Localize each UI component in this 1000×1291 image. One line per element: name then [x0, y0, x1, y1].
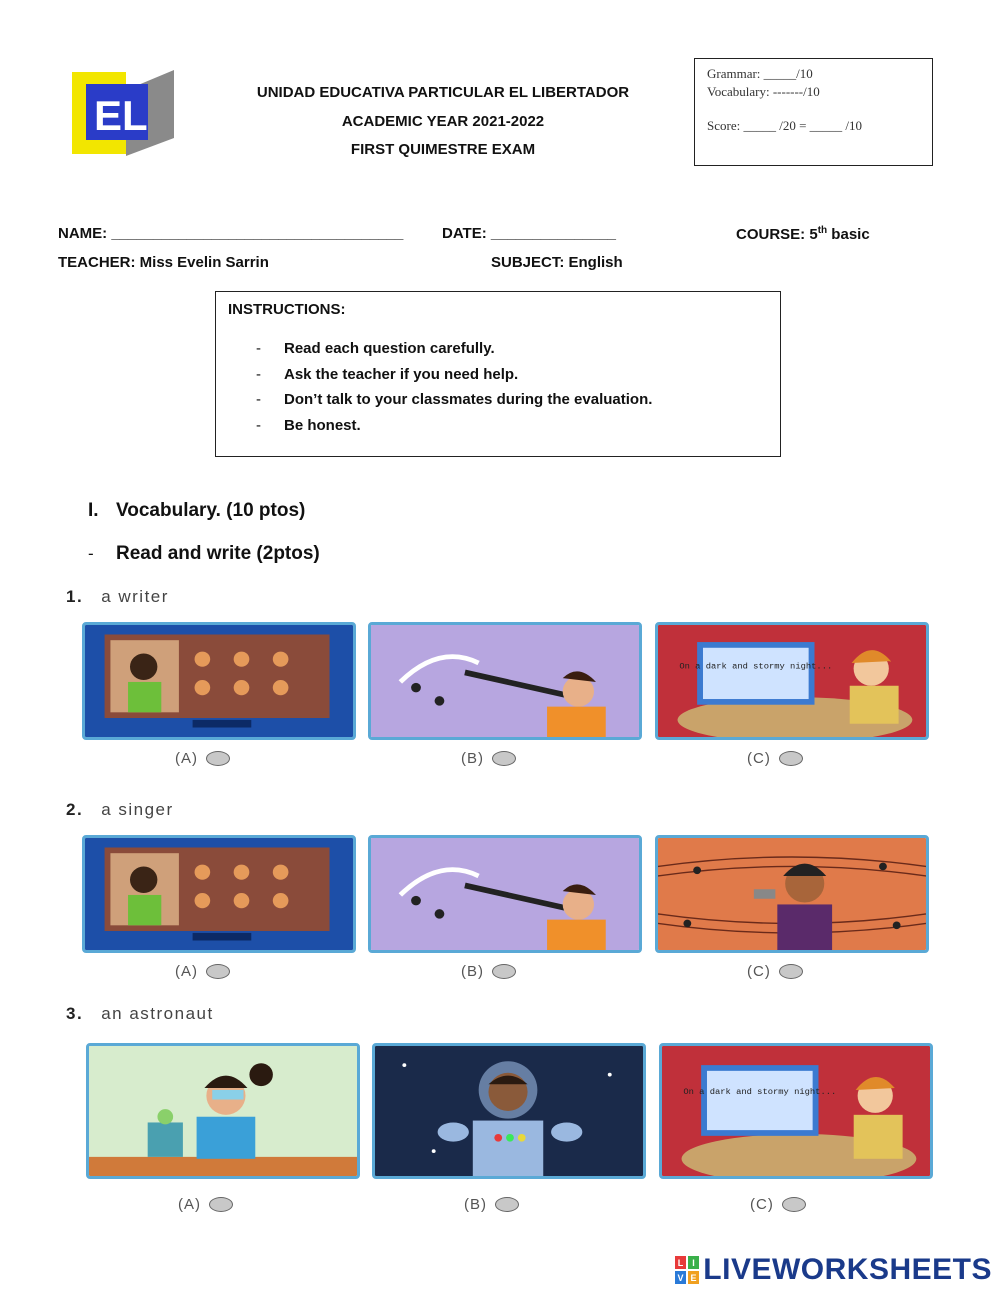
- svg-text:L: L: [678, 1258, 684, 1268]
- subsection-dash: -: [88, 544, 94, 563]
- name-field[interactable]: NAME: ___________________________________: [58, 225, 404, 242]
- question-2-picture-b[interactable]: [368, 835, 642, 953]
- svg-text:E: E: [690, 1273, 697, 1283]
- school-logo: [68, 68, 176, 158]
- svg-text:V: V: [677, 1273, 684, 1283]
- vocabulary-score: Vocabulary: -------/10: [707, 84, 820, 99]
- question-1-option-b[interactable]: (B): [461, 750, 516, 767]
- instruction-item: - Don’t talk to your classmates during the evaluation.: [256, 391, 653, 408]
- question-3-option-b[interactable]: (B): [464, 1196, 519, 1213]
- radio-button[interactable]: [206, 751, 230, 766]
- radio-button[interactable]: [206, 964, 230, 979]
- liveworksheets-badge-icon: [675, 1256, 699, 1284]
- teacher-field: TEACHER: Miss Evelin Sarrin: [58, 254, 269, 271]
- radio-button[interactable]: [209, 1197, 233, 1212]
- section-title: Vocabulary. (10 ptos): [116, 500, 306, 521]
- school-name: UNIDAD EDUCATIVA PARTICULAR EL LIBERTADOR: [256, 84, 630, 101]
- radio-button[interactable]: [779, 964, 803, 979]
- question-2-picture-a[interactable]: [82, 835, 356, 953]
- question-2-label: 2. a singer: [66, 800, 174, 819]
- radio-button[interactable]: [779, 751, 803, 766]
- exam-title: FIRST QUIMESTRE EXAM: [350, 141, 536, 158]
- question-2-option-a[interactable]: (A): [175, 963, 230, 980]
- question-3-option-a[interactable]: (A): [178, 1196, 233, 1213]
- question-2-option-b[interactable]: (B): [461, 963, 516, 980]
- subject-field: SUBJECT: English: [491, 254, 623, 271]
- date-field[interactable]: DATE: _______________: [442, 225, 617, 242]
- question-2-option-c[interactable]: (C): [747, 963, 803, 980]
- question-1-option-c[interactable]: (C): [747, 750, 803, 767]
- svg-text:EL: EL: [94, 92, 148, 139]
- question-1-label: 1. a writer: [66, 587, 169, 606]
- academic-year: ACADEMIC YEAR 2021-2022: [341, 113, 545, 130]
- instructions-list: [256, 336, 652, 438]
- question-1-picture-b[interactable]: [368, 622, 642, 740]
- question-3-picture-b[interactable]: [372, 1043, 646, 1179]
- radio-button[interactable]: [492, 751, 516, 766]
- liveworksheets-logo[interactable]: [675, 1253, 992, 1287]
- question-3-label: 3. an astronaut: [66, 1004, 214, 1023]
- instructions-title: INSTRUCTIONS:: [228, 301, 346, 318]
- total-score: Score: _____ /20 = _____ /10: [707, 118, 863, 133]
- question-3-picture-a[interactable]: [86, 1043, 360, 1179]
- radio-button[interactable]: [782, 1197, 806, 1212]
- question-3-option-c[interactable]: (C): [750, 1196, 806, 1213]
- question-1-picture-a[interactable]: [82, 622, 356, 740]
- instruction-item: - Read each question carefully.: [256, 340, 495, 357]
- radio-button[interactable]: [492, 964, 516, 979]
- svg-text:I: I: [692, 1258, 696, 1268]
- subsection-title: Read and write (2ptos): [116, 543, 320, 564]
- svg-text:On a dark and stormy night...: On a dark and stormy night...: [679, 661, 833, 672]
- question-3-picture-c[interactable]: [659, 1043, 933, 1179]
- section-number: I.: [88, 500, 99, 521]
- liveworksheets-wordmark: LIVEWORKSHEETS: [703, 1253, 992, 1286]
- instruction-item: - Ask the teacher if you need help.: [256, 365, 519, 383]
- question-1-picture-c[interactable]: [655, 622, 929, 740]
- score-box: [694, 58, 933, 166]
- instructions-box: [215, 291, 781, 457]
- instruction-item: - Be honest.: [256, 416, 361, 434]
- radio-button[interactable]: [495, 1197, 519, 1212]
- grammar-score: Grammar: _____/10: [707, 66, 813, 81]
- question-1-option-a[interactable]: (A): [175, 750, 230, 767]
- question-2-picture-c[interactable]: [655, 835, 929, 953]
- svg-text:On a dark and stormy night...: On a dark and stormy night...: [683, 1086, 837, 1097]
- course-field: COURSE: 5th basic: [736, 225, 870, 243]
